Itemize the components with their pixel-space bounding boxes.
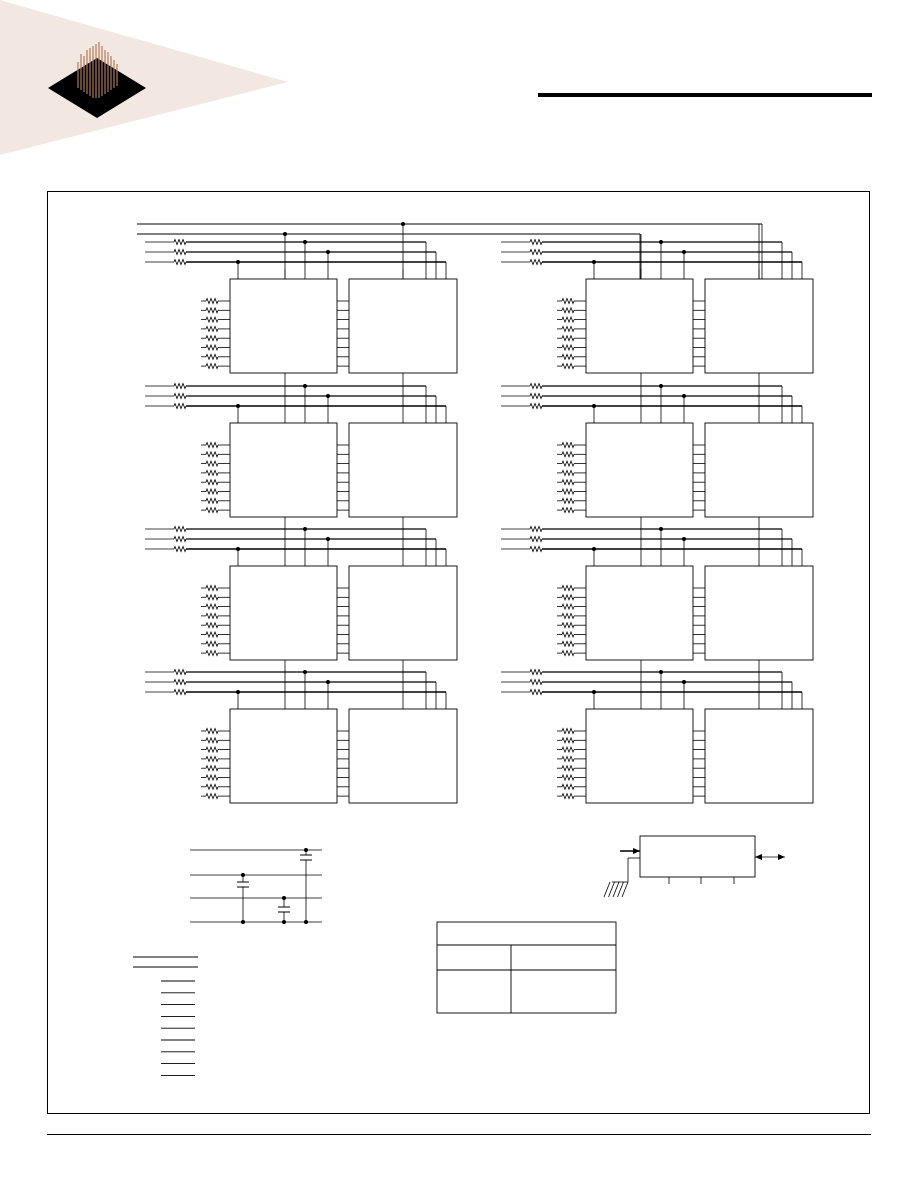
resistor: [530, 260, 542, 265]
footer-rule: [47, 1134, 871, 1135]
resistor: [174, 394, 186, 399]
resistor: [562, 470, 574, 475]
memory-chip: [230, 423, 337, 517]
arrow-icon: [778, 854, 785, 860]
resistor: [206, 452, 218, 457]
resistor: [174, 240, 186, 245]
resistor: [562, 299, 574, 304]
resistor: [562, 775, 574, 780]
resistor: [206, 775, 218, 780]
resistor: [206, 604, 218, 609]
resistor: [206, 308, 218, 313]
resistor: [206, 470, 218, 475]
resistor: [206, 461, 218, 466]
junction-dot: [304, 848, 308, 852]
resistor: [562, 641, 574, 646]
resistor: [562, 738, 574, 743]
resistor: [206, 651, 218, 656]
resistor: [206, 498, 218, 503]
resistor: [206, 480, 218, 485]
resistor: [174, 250, 186, 255]
resistor: [206, 317, 218, 322]
resistor: [562, 508, 574, 513]
memory-chip: [586, 279, 693, 373]
resistor: [562, 317, 574, 322]
memory-chip: [230, 566, 337, 660]
resistor: [206, 641, 218, 646]
resistor: [206, 364, 218, 369]
memory-chip: [705, 279, 813, 373]
resistor: [562, 747, 574, 752]
resistor: [562, 729, 574, 734]
memory-chip: [349, 423, 457, 517]
resistor: [206, 729, 218, 734]
resistor: [174, 680, 186, 685]
resistor: [206, 784, 218, 789]
resistor: [530, 404, 542, 409]
resistor: [530, 384, 542, 389]
resistor: [530, 250, 542, 255]
resistor: [206, 299, 218, 304]
memory-chip: [230, 279, 337, 373]
resistor: [562, 443, 574, 448]
resistor: [530, 527, 542, 532]
resistor: [562, 595, 574, 600]
resistor: [174, 670, 186, 675]
junction-dot: [282, 920, 286, 924]
memory-chip: [586, 423, 693, 517]
resistor: [206, 586, 218, 591]
resistor: [206, 326, 218, 331]
memory-chip: [349, 566, 457, 660]
junction-dot: [282, 896, 286, 900]
resistor: [206, 747, 218, 752]
resistor: [174, 527, 186, 532]
resistor: [206, 623, 218, 628]
resistor: [206, 794, 218, 799]
resistor: [530, 240, 542, 245]
resistor: [206, 489, 218, 494]
resistor: [562, 586, 574, 591]
memory-chip: [705, 709, 813, 803]
resistor: [206, 766, 218, 771]
resistor: [206, 756, 218, 761]
resistor: [562, 480, 574, 485]
resistor: [206, 632, 218, 637]
junction-dot: [241, 873, 245, 877]
resistor: [174, 384, 186, 389]
resistor: [562, 364, 574, 369]
memory-chip: [349, 279, 457, 373]
memory-chip: [705, 423, 813, 517]
resistor: [174, 690, 186, 695]
resistor: [562, 461, 574, 466]
resistor: [206, 345, 218, 350]
resistor: [206, 738, 218, 743]
resistor: [562, 632, 574, 637]
memory-chip: [230, 709, 337, 803]
resistor: [562, 766, 574, 771]
resistor: [562, 604, 574, 609]
resistor: [206, 354, 218, 359]
resistor: [530, 537, 542, 542]
resistor: [174, 404, 186, 409]
resistor: [174, 260, 186, 265]
resistor: [530, 670, 542, 675]
resistor: [530, 690, 542, 695]
resistor: [562, 794, 574, 799]
transceiver-block: [640, 836, 755, 877]
memory-chip: [705, 566, 813, 660]
resistor: [530, 680, 542, 685]
resistor: [562, 756, 574, 761]
resistor: [206, 595, 218, 600]
junction-dot: [304, 920, 308, 924]
resistor: [530, 394, 542, 399]
resistor: [562, 326, 574, 331]
resistor: [206, 443, 218, 448]
resistor: [174, 537, 186, 542]
resistor: [562, 452, 574, 457]
resistor: [530, 547, 542, 552]
resistor: [562, 345, 574, 350]
resistor: [562, 354, 574, 359]
arrow-icon: [633, 848, 640, 854]
resistor: [562, 489, 574, 494]
memory-chip: [349, 709, 457, 803]
resistor: [206, 508, 218, 513]
arrow-icon: [755, 854, 762, 860]
resistor: [206, 613, 218, 618]
resistor: [562, 308, 574, 313]
memory-chip: [586, 709, 693, 803]
resistor: [562, 498, 574, 503]
resistor: [562, 651, 574, 656]
resistor: [562, 784, 574, 789]
resistor: [174, 547, 186, 552]
resistor: [206, 336, 218, 341]
resistor: [562, 613, 574, 618]
truth-table: [437, 922, 616, 1013]
resistor: [562, 336, 574, 341]
memory-chip: [586, 566, 693, 660]
junction-dot: [241, 920, 245, 924]
resistor: [562, 623, 574, 628]
